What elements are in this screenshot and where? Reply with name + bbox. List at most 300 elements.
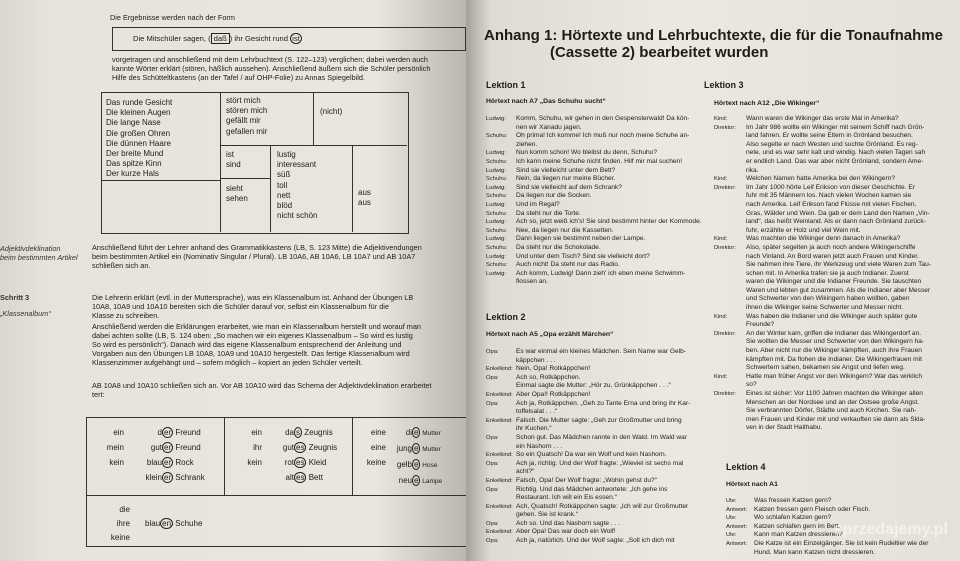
speaker-label: Kind:: [714, 373, 728, 380]
speaker-label: Kind:: [714, 313, 728, 320]
dialogue-text: Schon gut. Das Mädchen rannte in den Wald. Im Wald war: [516, 433, 688, 441]
para3-line: 10A8, 10A9 und 10A10 bereiten sich die Schüler darauf vor, selbst ein Klassenalbum für die: [92, 302, 389, 311]
dialogue-line: [486, 477, 690, 486]
decl-row: gelb e Hose: [396, 460, 438, 469]
speaker-label: Schuhu:: [486, 227, 508, 234]
dialogue-text: Sie wollten die Messer und Schwerter von den Wikingern ha-: [746, 338, 925, 346]
speaker-label: Direktor:: [714, 184, 736, 191]
dialogue-text: Aber Opa! Das war doch ein Wolf!: [516, 528, 616, 536]
dialogue-line: [486, 357, 690, 366]
speaker-label: Enkelkind:: [486, 366, 513, 373]
adjective-item: nicht schön: [277, 211, 318, 221]
dialogue-line: [714, 364, 931, 373]
dialogue-line: [486, 528, 690, 537]
dialogue-line: [714, 278, 931, 287]
dialogue-line: [486, 348, 690, 357]
dialogue-text: land“, das heißt Weinland. Als er dann nach Grönland zurück-: [746, 218, 926, 226]
verb-list: [226, 96, 267, 137]
ist-item: sind: [226, 160, 241, 170]
speaker-label: Ludwig:: [486, 236, 506, 243]
dialogue-line: [486, 278, 702, 287]
article: mein: [106, 443, 124, 452]
speaker-label: Opa:: [486, 520, 499, 527]
dialogue-line: [486, 132, 702, 141]
dialogue-line: [486, 494, 690, 503]
adjective-item: toll: [277, 180, 288, 190]
dialogue-text: Im Jahr 986 wollte ein Wikinger mit seinem Schiff nach Grön-: [746, 123, 925, 131]
dialogue-text: Und unter dem Tisch? Sind sie vielleicht dort?: [516, 252, 650, 260]
dialogue-line: [486, 227, 702, 236]
dialogue-line: [714, 184, 931, 193]
speaker-label: Direktor:: [714, 330, 736, 337]
dialogue-text: Wo schlafen Katzen gern?: [754, 514, 832, 522]
speaker-label: Enkelkind:: [486, 391, 513, 398]
dialogue-text: Sind sie vielleicht unter dem Bett?: [516, 166, 616, 174]
para2-line: Anschließend führt der Lehrer anhand des Grammatikkastens (LB, S. 123 Mitte) die Adjektivendungen: [92, 243, 422, 252]
article: eine: [370, 443, 386, 452]
dialogue-line: [486, 391, 690, 400]
dialogue-line: [714, 132, 931, 141]
speaker-label: Opa:: [486, 486, 499, 493]
dialogue-line: [714, 124, 931, 133]
dialogue-text: Aber Opa!! Rotkäppchen!: [516, 390, 591, 398]
para3-line: dabei achten sollte (LB, S. 124 oben: „So machen wir ein eigenes Klassenalbum – So wird es lustig: [92, 331, 413, 340]
speaker-label: Opa:: [486, 434, 499, 441]
dialogue-line: [714, 295, 931, 304]
col2-rows: [268, 425, 337, 485]
adjective-item: interessant: [277, 160, 317, 170]
dialogue-line: [486, 520, 690, 529]
dialogue-line: [486, 270, 702, 279]
dialogue-line: [486, 158, 702, 167]
speaker-label: Ludwig:: [486, 270, 506, 277]
dialogue-line: [714, 338, 931, 347]
adjective-item: lustig: [277, 150, 296, 159]
dialogue-text: Sie verbrannten Dörfer, Städte und auch Kirchen. Sie nah-: [746, 407, 917, 415]
verb-item: gefällt mir: [226, 116, 261, 126]
speaker-label: Ute:: [726, 498, 737, 504]
col1-rows: [130, 425, 205, 485]
dialogue-text: Im Jahr 1000 hörte Leif Erikson von dieser Geschichte. Er: [746, 183, 915, 191]
dialogue-line: [714, 330, 931, 339]
lektion-4-heading: Lektion 4: [726, 462, 766, 472]
dialogue-text: Ach so, Rotkäppchen.: [516, 373, 581, 381]
dialogue-text: Ach ja, natürlich. Und der Wolf sagte: „Soll ich dich mit: [516, 537, 675, 545]
dialogue-line: [714, 424, 931, 433]
dialogue-line: [714, 253, 931, 262]
dialogue-line: [714, 227, 931, 236]
right-page: [466, 0, 960, 561]
speaker-label: Schuhu:: [486, 176, 508, 183]
decl-row: neu e Lampe: [398, 476, 443, 485]
bottom-row: blau en Schuhe: [145, 519, 203, 528]
dialogue-text: Wann waren die Wikinger das erste Mal in Amerika?: [746, 115, 899, 122]
noun-item: Das runde Gesicht: [106, 98, 173, 107]
speaker-label: Ute:: [726, 532, 737, 539]
dialogue-line: [714, 158, 931, 167]
dialogue-text: Auch nicht! Da steht nur das Radio.: [516, 261, 620, 269]
speaker-label: Schuhu:: [486, 210, 508, 217]
dialogue-line: [486, 468, 690, 477]
lektion-2-subheading: Hörtext nach A5 „Opa erzählt Märchen“: [486, 331, 614, 338]
decl-row: klein er Schrank: [145, 473, 205, 482]
lektion-4-subheading: Hörtext nach A1: [726, 481, 778, 488]
col1-articles: [100, 425, 124, 470]
dialogue-line: [714, 244, 931, 253]
ist-item: ist: [226, 150, 234, 159]
decl-row: da s Zeugnis: [285, 428, 333, 437]
sieht-list: [226, 184, 248, 204]
dialogue-text: Hund. Man kann Katzen nicht dressieren.: [754, 548, 875, 556]
article: keine: [366, 458, 386, 467]
watermark: sprzedajemy.pl: [833, 521, 948, 538]
lektion-1-subheading: Hörtext nach A7 „Das Schuhu sucht“: [486, 98, 606, 105]
dialogue-text: ven in der Stadt Haithabu.: [746, 424, 823, 432]
col2-articles: [238, 425, 262, 470]
col3-articles: [356, 425, 386, 470]
dialogue-line: [486, 460, 690, 469]
decl-row: alt es Bett: [285, 473, 323, 482]
adjective-item: nett: [277, 190, 291, 200]
dialogue-text: Richtig. Und das Mädchen antwortete: „Ich gehe ins: [516, 485, 668, 493]
verb-item: stört mich: [226, 96, 261, 105]
dialogue-text: und Schwerter von den Wikingern haben wollten, gaben: [746, 295, 910, 303]
decl-row: di e Mutter: [405, 428, 441, 437]
speaker-label: Direktor:: [714, 391, 736, 397]
speaker-label: Antwort:: [726, 506, 748, 513]
dialogue-text: kämpften mit. Da flohen die Indianer. Die Wikingerfrauen mit: [746, 355, 922, 363]
decl-row: rot es Kleid: [284, 458, 327, 467]
article: die: [119, 505, 130, 514]
lektion-3-heading: Lektion 3: [704, 80, 744, 90]
dialogue-line: [486, 511, 690, 520]
sieht-item: sehen: [226, 194, 248, 204]
nicht-label: (nicht): [320, 107, 343, 116]
article: kein: [109, 458, 124, 467]
dialogue-text: Da steht nur die Schokolade.: [516, 243, 601, 251]
dialogue-line: [714, 167, 931, 176]
dialogue-text: Dann liegen sie bestimmt neben der Lampe.: [516, 235, 646, 243]
lektion-3-dialogue: [714, 115, 931, 433]
para1-line: vorgetragen und anschließend mit dem Lehrbuchtext (S. 122–123) verglichen; dabei werden auch: [112, 55, 428, 64]
dialogue-line: [726, 549, 928, 558]
dialogue-line: [486, 244, 702, 253]
para3-line: Anschließend werden die Erklärungen erarbeitet, wie man ein Klassenalbum herstellt und worauf man: [92, 322, 421, 331]
dialogue-text: Da steht nur die Torte.: [516, 209, 581, 217]
dialogue-line: [714, 347, 931, 356]
para3-line: So wird es persönlich“). Danach wird das eigene Klassenalbum entsprechend der Anleitung und: [92, 340, 402, 349]
dialogue-line: [486, 408, 690, 417]
noun-item: Der breite Mund: [106, 149, 164, 159]
dialogue-line: [486, 210, 702, 219]
dialogue-text: Falsch, Opa! Der Wolf fragte: „Wohin gehst du?“: [516, 476, 657, 484]
dialogue-line: [714, 210, 931, 219]
dialogue-text: land fahren. Er wollte seine Eltern in Grönland besuchen.: [746, 132, 913, 140]
dialogue-line: [486, 192, 702, 201]
dialogue-text: Schwertern sahen, bekamen sie Angst und liefen weg.: [746, 364, 905, 372]
noun-item: Die dünnen Haare: [106, 138, 171, 148]
dialogue-line: [714, 175, 931, 184]
dialogue-line: [714, 261, 931, 270]
dialogue-line: [486, 124, 702, 133]
lektion-3-subheading: Hörtext nach A12 „Die Wikinger“: [714, 100, 820, 107]
article: kein: [247, 458, 262, 467]
dialogue-text: Waren und lebten gut zusammen. Als die Indianer aber Messer: [746, 286, 931, 294]
article: keine: [110, 533, 130, 542]
dialogue-text: Was haben die Indianer und die Wikinger auch später gute: [746, 312, 918, 320]
speaker-label: Ludwig:: [486, 150, 506, 157]
speaker-label: Kind:: [714, 236, 728, 243]
adjective-item: blöd: [277, 201, 293, 211]
dialogue-text: fuhr mit 35 Männern los. Nach vielen Wochen kamen sie: [746, 192, 912, 200]
dialogue-line: [714, 373, 931, 382]
dialogue-line: [486, 184, 702, 193]
dialogue-text: er endlich Land. Das war aber nicht Grönland, sondern Ame-: [746, 157, 924, 165]
speaker-label: Kind:: [714, 116, 728, 122]
dialogue-text: so?: [746, 381, 757, 389]
dialogue-line: [714, 416, 931, 425]
speaker-label: Schuhu:: [486, 133, 508, 140]
dialogue-line: [486, 537, 690, 546]
side-label-1: [0, 244, 78, 262]
dialogue-text: Ich kann meine Schuhe nicht finden. Hilf mir mal suchen!: [516, 157, 683, 165]
lektion-2-heading: Lektion 2: [486, 312, 526, 322]
dialogue-line: [714, 287, 931, 296]
speaker-label: Ludwig:: [486, 219, 506, 226]
dialogue-line: [486, 218, 702, 227]
para3-line: Vorgaben aus den Übungen LB 10A8, 10A9 und 10A10 hergestellt. Das fertige Klassenalbum wird: [92, 349, 410, 358]
dialogue-line: [714, 270, 931, 279]
dialogue-text: Eines ist sicher: Vor 1100 Jahren machten die Wikinger allen: [746, 390, 923, 397]
dialogue-text: fuhr, erzählte er Holz und viel Wein mit.: [746, 226, 861, 234]
dialogue-text: schen mit. In Amerika trafen sie ja auch Indianer. Zuerst: [746, 269, 909, 277]
side-label-2: [0, 293, 51, 318]
para3-line: Klasse zu schreiben.: [92, 311, 160, 320]
speaker-label: Opa:: [486, 460, 499, 467]
dialogue-line: [714, 399, 931, 408]
decl-row: jung e Mutter: [396, 444, 441, 453]
article: ihre: [116, 519, 130, 528]
dialogue-text: Ach ja, richtig. Und der Wolf fragte: „Wieviel ist sechs mal: [516, 459, 684, 467]
para4-line: tert:: [92, 390, 105, 399]
dialogue-text: Die Katze ist ein Einzelgänger. Sie ist kein Rudeltier wie der: [754, 539, 929, 547]
speaker-label: Ludwig:: [486, 201, 506, 208]
dialogue-text: Restaurant. Ich will ein Eis essen.“: [516, 494, 617, 502]
side-step-title: Schritt 3: [0, 293, 30, 302]
dialogue-line: [486, 261, 702, 270]
col3-rows: [392, 425, 442, 489]
dialogue-text: acht?“: [516, 468, 535, 476]
dialogue-text: gehen. Sie ist krank.“: [516, 511, 578, 519]
dialogue-text: Katzen fressen gern Fleisch oder Fisch.: [754, 505, 871, 513]
dialogue-text: Also segelte er nach Westen und suchte Grönland. Es reg-: [746, 140, 918, 148]
speaker-label: Ludwig:: [486, 116, 506, 122]
speaker-label: Enkelkind:: [486, 503, 513, 510]
dialogue-line: [714, 115, 931, 124]
dialogue-line: [486, 417, 690, 426]
dialogue-text: Menschen an der Nordsee und an der Ostsee große Angst.: [746, 398, 920, 406]
dialogue-line: [714, 304, 931, 313]
speaker-label: Opa:: [486, 349, 499, 355]
speaker-label: Ute:: [726, 515, 737, 522]
article: ein: [251, 428, 262, 437]
side-step-subtitle: „Klassenalbum“: [0, 309, 51, 318]
para2-line: schließen sich an.: [92, 261, 151, 270]
dialogue-line: [714, 141, 931, 150]
speaker-label: Enkelkind:: [486, 477, 513, 484]
dialogue-text: ihnen die Wikinger keine Schwerter und Messer nicht.: [746, 304, 904, 312]
dialogue-text: Hatte man früher Angst vor den Wikingern? War das wirklich: [746, 372, 923, 380]
speaker-label: Antwort:: [726, 540, 748, 547]
dialogue-text: Was fressen Katzen gern?: [754, 497, 832, 504]
speaker-label: Antwort:: [726, 523, 748, 530]
dialogue-line: [486, 175, 702, 184]
noun-item: Der kurze Hals: [106, 169, 159, 179]
speaker-label: Ludwig:: [486, 167, 506, 174]
article: ihr: [253, 443, 262, 452]
dialogue-text: men Frauen und Kinder mit und verkauften sie dann als Skla-: [746, 415, 926, 423]
example-sentence: Die Mitschüler sagen, ( daß ) ihr Gesicht rund ist: [133, 34, 300, 43]
noun-item: Das spitze Kinn: [106, 159, 162, 169]
dialogue-text: Komm, Schuhu, wir gehen in den Gespensterwald! Da kön-: [516, 115, 690, 122]
dialogue-line: [714, 192, 931, 201]
dialogue-line: [714, 390, 931, 399]
noun-item: Die großen Ohren: [106, 128, 171, 138]
dialogue-text: nete, und es war sehr kalt und windig. Nach vielen Tagen sah: [746, 149, 926, 157]
dialogue-text: Nein, Opa! Rotkäppchen!: [516, 365, 591, 373]
dialogue-line: [714, 201, 931, 210]
lektion-2-dialogue: [486, 348, 690, 546]
dialogue-line: [486, 141, 702, 150]
noun-item: Die kleinen Augen: [106, 108, 171, 118]
side-label-line: beim bestimmten Artikel: [0, 253, 78, 262]
dialogue-text: Ach, Quatsch! Rotkäppchen sagte: „Ich will zur Großmutter: [516, 502, 689, 510]
dialogue-text: Ach ja, Rotkäppchen. „Geh zu Tante Erna und bring ihr Kar-: [516, 399, 691, 407]
left-heading: Die Ergebnisse werden nach der Form: [110, 13, 235, 22]
noun-item: Die lange Nase: [106, 118, 161, 128]
appendix-title: Anhang 1: Hörtexte und Lehrbuchtexte, die für die Tonaufnahme: [484, 27, 943, 44]
dialogue-text: Kann man Katzen dressieren?: [754, 531, 843, 539]
left-page: [0, 0, 470, 561]
dialogue-text: nen wir Xanadu jagen.: [516, 123, 582, 131]
article: eine: [370, 428, 386, 437]
dialogue-line: [486, 434, 690, 443]
dialogue-line: [486, 425, 690, 434]
dialogue-text: Ach komm, Ludwig! Dann zieh' ich eben meine Schwimm-: [516, 269, 686, 277]
lektion-1-heading: Lektion 1: [486, 80, 526, 90]
dialogue-line: [714, 381, 931, 390]
dialogue-text: Und im Regal?: [516, 200, 560, 208]
aus-list: [358, 188, 371, 208]
para4-line: AB 10A8 und 10A10 schließen sich an. Vor AB 10A10 wird das Schema der Adjektivdeklination erarbeitet: [92, 381, 432, 390]
article: ein: [113, 428, 124, 437]
dialogue-text: Da liegen nur die Socken.: [516, 192, 592, 200]
verb-item: gefallen mir: [226, 126, 268, 136]
speaker-label: Enkelkind:: [486, 529, 513, 536]
speaker-label: Schuhu:: [486, 262, 508, 269]
speaker-label: Enkelkind:: [486, 417, 513, 424]
dialogue-line: [486, 443, 690, 452]
dialogue-text: flossen an.: [516, 278, 548, 286]
decl-row: gut es Zeugnis: [282, 443, 338, 452]
dialogue-line: [726, 497, 928, 506]
speaker-label: Direktor:: [714, 244, 736, 251]
dialogue-line: [486, 235, 702, 244]
noun-list: [106, 98, 172, 180]
dialogue-line: [486, 503, 690, 512]
speaker-label: Schuhu:: [486, 158, 508, 165]
speaker-label: Opa:: [486, 538, 499, 545]
dialogue-line: [714, 149, 931, 158]
side-label-line: Adjektivdeklination: [0, 244, 61, 253]
speaker-label: Kind:: [714, 176, 728, 183]
dialogue-line: [486, 115, 702, 124]
ist-list: [226, 150, 241, 170]
dialogue-line: [486, 400, 690, 409]
decl-row: d er Freund: [157, 428, 201, 437]
dialogue-text: Welchen Namen hatte Amerika bei den Wikingern?: [746, 175, 896, 183]
speaker-label: Ludwig:: [486, 253, 506, 260]
lektion-1-dialogue: [486, 115, 702, 287]
speaker-label: Enkelkind:: [486, 452, 513, 459]
dialogue-line: [714, 313, 931, 322]
dialogue-text: An der Winter kam, griffen die Indianer das Wikingerdorf an.: [746, 329, 922, 337]
dialogue-line: [714, 407, 931, 416]
dialogue-text: Oh prima! Ich komme! Ich muß nur noch meine Schuhe an-: [516, 132, 690, 140]
dialogue-text: nach Vinland. An Bord waren jetzt auch Frauen und Kinder.: [746, 252, 919, 260]
speaker-label: Opa:: [486, 374, 499, 381]
example-box: [112, 27, 466, 51]
bottom-articles: [100, 503, 130, 545]
dialogue-line: [486, 253, 702, 262]
dialogue-text: ein Nashorn . . .: [516, 442, 563, 450]
dialogue-line: [726, 540, 928, 549]
dialogue-line: [714, 356, 931, 365]
speaker-label: Direktor:: [714, 124, 736, 131]
dialogue-text: käppchen . . .: [516, 356, 556, 364]
dialogue-text: rika.: [746, 166, 759, 174]
dialogue-text: Einmal sagte die Mutter: „Hör zu, Grünkäppchen . . .“: [516, 382, 671, 390]
decl-row: gut er Freund: [150, 443, 201, 452]
dialogue-line: [486, 374, 690, 383]
verb-item: stören mich: [226, 106, 268, 116]
appendix-title-line2: (Cassette 2) bearbeitet wurden: [550, 44, 769, 61]
speaker-label: Schuhu:: [486, 244, 508, 251]
dialogue-line: [726, 506, 928, 515]
dialogue-text: ziehen.: [516, 140, 538, 148]
speaker-label: Schuhu:: [486, 193, 508, 200]
dialogue-line: [486, 486, 690, 495]
speaker-label: Opa:: [486, 400, 499, 407]
dialogue-line: [714, 321, 931, 330]
dialogue-text: Sie nahmen ihre Tiere, ihr Werkzeug und viele Waren zum Tau-: [746, 261, 931, 269]
dialogue-text: nach Amerika. Leif Erikson fand Flüsse mit vielen Fischen,: [746, 200, 917, 208]
dialogue-text: Ach so. Und das Nashorn sagte . . .: [516, 519, 621, 527]
adjective-item: süß: [277, 170, 291, 180]
decl-row: blau er Rock: [146, 458, 194, 467]
para1-line: Hilfe des Schütteltkastens (an der Tafel / auf OHP-Folie) zu Annas Spiegelbild.: [112, 73, 365, 82]
dialogue-text: Also, später segelten ja auch noch andere Wikingerschiffe: [746, 243, 916, 251]
aus-item: aus: [358, 198, 371, 208]
dialogue-text: So ein Quatsch! Da war ein Wolf und kein Nashorn.: [516, 451, 667, 459]
dialogue-text: waren die Wikinger und die Indianer Freunde. Sie tauschten: [746, 278, 922, 286]
dialogue-text: Ach so, jetzt weiß ich's! Sie sind bestimmt hinter der Kommode.: [516, 218, 702, 226]
dialogue-text: Nein, da liegen nur meine Bücher.: [516, 175, 616, 183]
dialogue-line: [486, 451, 690, 460]
dialogue-line: [714, 218, 931, 227]
para3-line: Klassenzimmer aufgehängt und – sofern möglich – kopiert an jeden Schüler verteilt.: [92, 358, 363, 367]
aus-item: aus: [358, 188, 371, 197]
